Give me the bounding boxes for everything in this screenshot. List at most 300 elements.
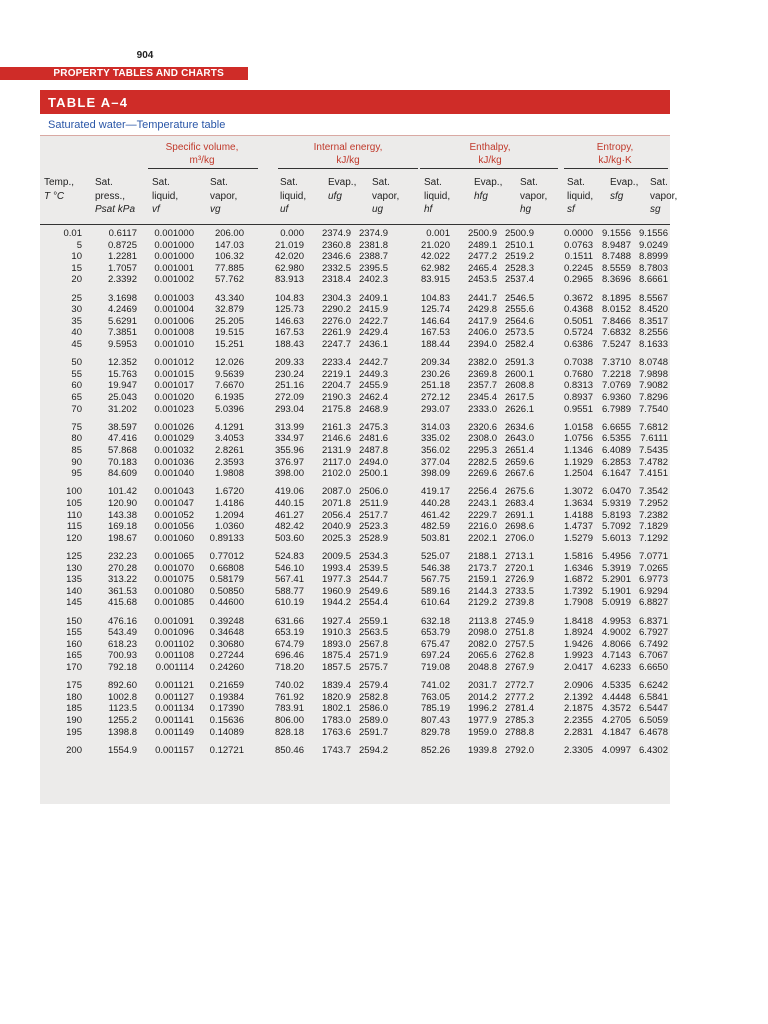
table-cell: 2409.1 [358,292,388,304]
table-cell: 19.947 [107,380,137,392]
table-cell: 2441.7 [467,292,497,304]
table-cell: 2382.0 [467,357,497,369]
table-cell: 2691.1 [504,509,534,521]
table-cell: 2173.7 [467,562,497,574]
table-cell: 7.3851 [107,327,137,339]
table-cell: 9.1556 [638,228,668,239]
table-cell: 0.4368 [563,304,593,316]
table-cell: 892.60 [107,680,137,692]
table-cell: 7.0771 [638,551,668,562]
table-cell: 0.001 [426,228,450,239]
table-cell: 9.5953 [107,339,137,350]
table-cell: 313.99 [274,421,304,433]
table-cell: 2071.8 [321,498,351,509]
column-header-line: T °C [44,190,65,202]
table-row [40,240,670,252]
table-cell: 32.879 [214,304,244,316]
table-cell: 696.46 [274,650,304,662]
table-cell: 2146.6 [321,433,351,445]
table-row [40,563,670,575]
table-cell: 57.762 [214,274,244,286]
table-cell: 829.78 [420,726,450,738]
table-cell: 2549.6 [358,585,388,597]
table-cell: 0.01 [63,228,82,239]
table-cell: 0.001036 [154,456,194,468]
table-cell: 2282.5 [467,456,497,468]
table-cell: 0.30680 [209,638,244,650]
table-cell: 0.001157 [155,744,194,756]
table-cell: 6.6655 [601,421,631,433]
table-cell: 2698.6 [504,521,534,533]
column-header-line: vapor, [520,190,548,202]
table-cell: 2675.6 [504,486,534,498]
table-cell: 5.8193 [601,509,631,521]
table-column-headers [40,136,678,226]
column-header-line: sfg [610,190,624,202]
table-cell: 763.05 [420,691,450,703]
table-cell: 503.81 [420,532,450,544]
table-cell: 792.18 [107,662,137,673]
table-cell: 0.001012 [154,357,194,369]
table-cell: 2617.5 [504,392,534,403]
table-cell: 8.0748 [638,357,668,369]
table-cell: 70 [71,403,82,415]
table-cell: 741.02 [420,680,450,692]
table-cell: 2304.3 [321,292,351,304]
table-cell: 8.5559 [601,262,631,274]
table-cell: 2555.6 [504,304,534,316]
table-cell: 482.42 [274,521,304,533]
table-row [40,445,670,457]
table-cell: 1893.0 [321,638,351,650]
table-cell: 5.9319 [601,498,631,509]
table-cell: 25.205 [214,315,244,327]
table-row [40,392,670,404]
table-cell: 6.5355 [601,433,631,445]
table-cell: 2788.8 [504,726,534,738]
table-cell: 0.89133 [209,532,244,544]
table-cell: 0.39248 [209,615,244,627]
table-cell: 2739.8 [504,597,534,609]
table-cell: 2131.9 [321,445,351,456]
table-cell: 6.8827 [638,597,668,609]
table-cell: 2190.3 [321,392,351,403]
table-cell: 100 [66,486,82,498]
table-cell: 293.04 [274,403,304,415]
table-cell: 1.6720 [214,486,244,498]
column-header-line: Temp., [44,177,75,188]
table-cell: 1.3072 [563,486,593,498]
table-cell: 2308.0 [467,433,497,445]
table-cell: 8.1633 [638,339,668,350]
table-cell: 7.8466 [601,315,631,327]
table-cell: 6.5059 [638,715,668,726]
table-cell: 567.75 [420,574,450,586]
table-cell: 2651.4 [504,445,534,456]
table-cell: 0.001114 [155,662,194,673]
table-cell: 2.8261 [214,445,244,456]
table-cell: 42.020 [274,251,304,263]
table-row [40,339,670,351]
table-cell: 2102.0 [321,468,351,480]
column-header-line: Sat. [210,177,228,188]
table-cell: 120 [66,532,82,544]
table-cell: 2009.5 [321,551,351,562]
table-cell: 2534.3 [358,551,388,562]
table-row [40,510,670,522]
table-cell: 15 [71,262,82,274]
column-header-line: Sat. [95,177,113,188]
table-cell: 2757.5 [504,638,534,650]
table-cell: 0.001134 [155,703,194,715]
table-cell: 2573.5 [504,327,534,339]
table-cell: 170 [66,662,82,673]
table-label: TABLE A–4 [40,90,670,114]
table-cell: 31.202 [107,403,137,415]
table-cell: 0.001121 [155,680,194,692]
table-cell: 4.7143 [601,650,631,662]
table-cell: 188.43 [274,339,304,350]
table-row [40,715,670,727]
table-cell: 631.66 [274,615,304,627]
table-cell: 4.4448 [601,691,631,703]
table-cell: 8.7488 [601,251,631,263]
table-cell: 30 [71,304,82,316]
column-header [520,176,547,217]
table-cell: 55 [71,368,82,380]
table-cell: 675.47 [420,638,450,650]
table-cell: 1.8418 [563,615,593,627]
table-cell: 806.00 [274,715,304,726]
table-cell: 2.1875 [563,703,593,715]
table-cell: 355.96 [274,445,304,456]
table-cell: 6.6650 [638,662,668,673]
table-cell: 4.8066 [601,638,631,650]
table-cell: 169.18 [107,521,137,533]
table-cell: 2528.3 [504,262,534,274]
table-cell: 2360.8 [321,239,351,251]
table-row [40,228,670,240]
table-cell: 2374.9 [358,228,388,239]
table-cell: 188.44 [420,339,450,350]
table-cell: 4.9002 [601,627,631,639]
group-rule [278,168,418,169]
table-cell: 0.001075 [154,574,194,586]
table-cell: 1255.2 [107,715,137,726]
table-row [40,745,670,757]
table-cell: 293.07 [420,403,450,415]
table-cell: 1960.9 [321,585,351,597]
table-cell: 2487.8 [358,445,388,456]
table-cell: 1.8924 [563,627,593,639]
table-cell: 7.6111 [640,433,668,445]
table-cell: 783.91 [274,703,304,715]
column-header-line: sg [650,204,661,215]
table-row [40,369,670,381]
table-cell: 167.53 [420,327,450,339]
table-cell: 5.7092 [601,521,631,533]
table-cell: 1.7392 [563,585,593,597]
table-cell: 4.2705 [601,715,631,726]
table-cell: 2243.1 [467,498,497,509]
table-cell: 1763.6 [321,726,351,738]
table-cell: 1.9808 [214,468,244,480]
table-cell: 0.001029 [154,433,194,445]
table-cell: 0.0000 [563,228,593,239]
table-cell: 6.9773 [638,574,668,586]
table-row [40,627,670,639]
table-cell: 5.4956 [601,551,631,562]
column-header-line: hfg [474,190,488,202]
table-cell: 0.2245 [563,262,593,274]
table-cell: 2388.7 [358,251,388,263]
table-cell: 1977.9 [467,715,497,726]
table-cell: 0.001001 [154,262,194,274]
table-cell: 6.6242 [638,680,668,692]
table-cell: 2188.1 [467,551,497,562]
table-cell: 313.22 [107,574,137,586]
table-cell: 2098.0 [467,627,497,639]
table-row [40,680,670,692]
table-cell: 1783.0 [321,715,351,726]
table-cell: 4.0997 [601,744,631,756]
table-cell: 2219.1 [321,368,351,380]
table-cell: 6.7067 [638,650,668,662]
table-cell: 1.5279 [563,532,593,544]
table-cell: 543.49 [107,627,137,639]
table-cell: 2594.2 [358,744,388,756]
table-cell: 2519.2 [504,251,534,263]
table-cell: 85 [71,445,82,456]
table-cell: 1857.5 [321,662,351,673]
column-header-line: Evap., [610,177,639,188]
table-cell: 7.6832 [601,327,631,339]
table-cell: 104.83 [420,292,450,304]
column-header-line: liquid, [280,190,307,202]
table-cell: 2202.1 [467,532,497,544]
page-number: 904 [136,50,154,61]
table-cell: 7.3710 [601,357,631,369]
table-cell: 0.001043 [154,486,194,498]
table-cell: 2683.4 [504,498,534,509]
table-cell: 6.4302 [638,744,668,756]
table-cell: 7.2952 [638,498,668,509]
table-cell: 180 [66,691,82,703]
table-cell: 632.18 [420,615,450,627]
table-cell: 62.980 [274,262,304,274]
table-cell: 0.001004 [154,304,194,316]
table-cell: 2374.9 [321,228,351,239]
table-row [40,533,670,545]
table-cell: 589.16 [420,585,450,597]
table-cell: 2563.5 [358,627,388,639]
table-cell: 232.23 [107,551,137,562]
table-cell: 476.16 [107,615,137,627]
table-cell: 0.001010 [154,339,194,350]
table-cell: 0.001091 [154,615,194,627]
column-header-line: Sat. [520,177,538,188]
column-header-line: Psat kPa [95,204,136,215]
table-cell: 0.001000 [154,228,194,239]
column-header-line: ufg [328,190,342,202]
table-cell: 1.0756 [563,433,593,445]
table-cell: 140 [66,585,82,597]
table-cell: 2144.3 [467,585,497,597]
table-cell: 2.1392 [563,691,593,703]
table-cell: 0.001102 [155,638,194,650]
table-cell: 2500.9 [467,228,497,239]
column-header-line: press., [95,190,126,202]
table-cell: 143.38 [107,509,137,521]
table-cell: 1959.0 [467,726,497,738]
table-cell: 0.001065 [154,551,194,562]
table-cell: 6.7492 [638,638,668,650]
table-cell: 7.5247 [601,339,631,350]
table-cell: 0.58179 [209,574,244,586]
table-cell: 2582.8 [358,691,388,703]
table-cell: 1.3634 [563,498,593,509]
table-cell: 7.9898 [638,368,668,380]
table-cell: 8.3696 [601,274,631,286]
table-cell: 419.06 [274,486,304,498]
table-cell: 2256.4 [467,486,497,498]
column-header [44,176,74,203]
table-cell: 135 [66,574,82,586]
table-cell: 356.02 [420,445,450,456]
table-cell: 25 [71,292,82,304]
table-cell: 2295.3 [467,445,497,456]
table-cell: 2357.7 [467,380,497,392]
table-cell: 3.4053 [214,433,244,445]
table-row [40,380,670,392]
table-cell: 2369.8 [467,368,497,380]
table-cell: 155 [66,627,82,639]
table-cell: 5.2901 [601,574,631,586]
table-cell: 1.0158 [563,421,593,433]
table-cell: 5.0396 [214,403,244,415]
table-cell: 674.79 [274,638,304,650]
column-header [372,176,399,217]
table-cell: 2559.1 [358,615,388,627]
table-cell: 2726.9 [504,574,534,586]
table-cell: 1.1929 [563,456,593,468]
table-cell: 0.15636 [209,715,244,726]
table-cell: 2048.8 [467,662,497,673]
table-cell: 0.9551 [563,403,593,415]
table-cell: 120.90 [107,498,137,509]
table-row [40,639,670,651]
table-cell: 272.09 [274,392,304,403]
table-cell: 1743.7 [321,744,351,756]
table-cell: 40 [71,327,82,339]
table-cell: 0.12721 [209,744,244,756]
table-cell: 6.5447 [638,703,668,715]
table-cell: 567.41 [274,574,304,586]
table-cell: 77.885 [214,262,244,274]
table-cell: 524.83 [274,551,304,562]
table-row [40,574,670,586]
table-cell: 2582.4 [504,339,534,350]
table-cell: 9.0249 [638,239,668,251]
table-cell: 2346.6 [321,251,351,263]
table-cell: 190 [66,715,82,726]
table-cell: 2.0906 [563,680,593,692]
column-header-line: Sat. [372,177,390,188]
table-cell: 0.6117 [108,228,137,239]
table-cell: 2500.9 [504,228,534,239]
table-cell: 8.9487 [601,239,631,251]
table-cell: 2528.9 [358,532,388,544]
table-cell: 482.59 [420,521,450,533]
table-row [40,316,670,328]
table-cell: 0.66808 [209,562,244,574]
table-cell: 2449.3 [358,368,388,380]
column-header [424,176,450,217]
table-cell: 2065.6 [467,650,497,662]
table-cell: 1.2504 [563,468,593,480]
table-cell: 209.34 [420,357,450,369]
header-rule [40,224,670,225]
table-cell: 147.03 [214,239,244,251]
table-cell: 2772.7 [504,680,534,692]
table-cell: 0.001003 [154,292,194,304]
table-cell: 2626.1 [504,403,534,415]
table-cell: 0.001080 [154,585,194,597]
table-cell: 12.026 [214,357,244,369]
table-cell: 2554.4 [358,597,388,609]
table-cell: 2591.7 [358,726,388,738]
table-cell: 2792.0 [504,744,534,756]
column-header-line: hg [520,204,532,215]
table-cell: 104.83 [274,292,304,304]
table-cell: 1875.4 [321,650,351,662]
table-cell: 20 [71,274,82,286]
table-cell: 25.043 [107,392,137,403]
column-header [567,176,593,217]
table-cell: 7.2382 [638,509,668,521]
table-cell: 6.8371 [638,615,668,627]
table-cell: 2159.1 [467,574,497,586]
table-cell: 1.6872 [563,574,593,586]
table-cell: 4.5335 [601,680,631,692]
table-cell: 2161.3 [321,421,351,433]
column-header-line: Evap., [474,177,503,188]
table-cell: 2539.5 [358,562,388,574]
table-cell: 6.4678 [638,726,668,738]
table-cell: 145 [66,597,82,609]
column-header-line: liquid, [152,190,179,202]
column-header-line: vapor, [210,190,238,202]
table-cell: 125 [66,551,82,562]
group-header-entropy: Entropy, kJ/kg·K [596,142,634,166]
group-header-specific-volume: Specific volume, m³/kg [165,142,239,166]
table-cell: 1977.3 [321,574,351,586]
table-row [40,404,670,416]
table-cell: 740.02 [274,680,304,692]
table-cell: 7.7540 [638,403,668,415]
table-cell: 2345.4 [467,392,497,403]
table-cell: 2720.1 [504,562,534,574]
table-cell: 6.1647 [601,468,631,480]
table-cell: 2500.1 [358,468,388,480]
table-cell: 2247.7 [321,339,351,350]
table-cell: 0.6386 [563,339,593,350]
table-cell: 525.07 [420,551,450,562]
table-cell: 9.5639 [214,368,244,380]
table-cell: 47.416 [107,433,137,445]
table-cell: 0.001070 [154,562,194,574]
table-row [40,727,670,739]
